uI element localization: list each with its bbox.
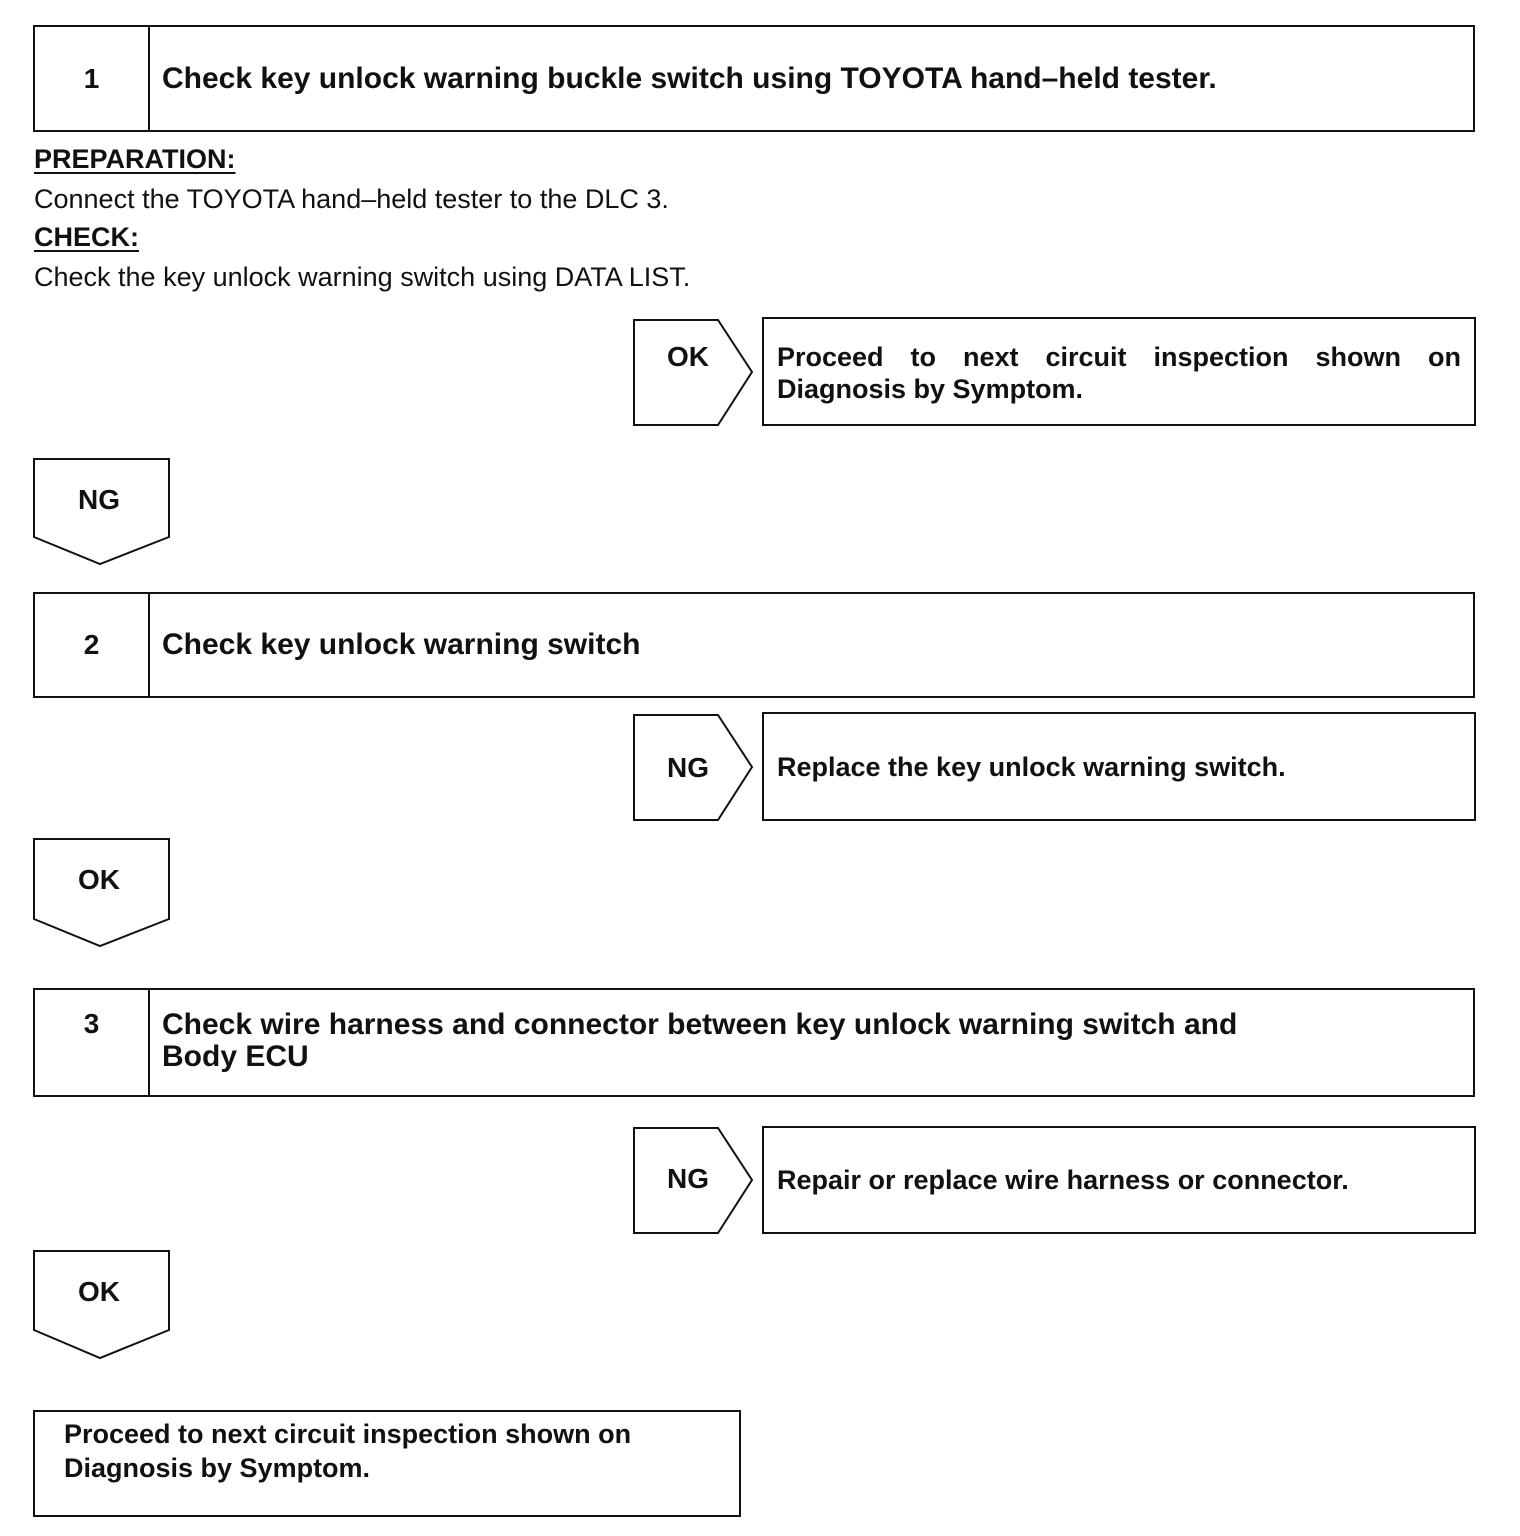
arrow-label: OK <box>78 1276 120 1307</box>
arrow-label: OK <box>78 864 120 895</box>
step-number: 2 <box>35 594 150 696</box>
step-2-box <box>33 592 1475 698</box>
check-text: Check the key unlock warning switch using DATA LIST. <box>34 262 691 292</box>
final-result-box <box>33 1410 741 1517</box>
preparation-label: PREPARATION: <box>34 144 236 174</box>
step-title: Check key unlock warning switch <box>162 628 641 661</box>
step-number: 3 <box>35 990 150 1095</box>
check-label: CHECK: <box>34 222 139 252</box>
step-title <box>150 990 1473 1095</box>
step-title-line: Body ECU <box>162 1040 309 1073</box>
down-arrow-ok <box>32 1249 172 1361</box>
step-number: 1 <box>35 27 150 130</box>
result-box-ng: Repair or replace wire harness or connector. <box>762 1126 1476 1234</box>
preparation-text: Connect the TOYOTA hand–held tester to the DLC 3. <box>34 184 669 214</box>
right-arrow-ok <box>632 318 756 428</box>
arrow-label: NG <box>667 1163 709 1194</box>
step-1-box <box>33 25 1475 132</box>
step-title-line: Check wire harness and connector between key unlock warning switch and <box>162 1008 1238 1041</box>
final-result-line: Diagnosis by Symptom. <box>64 1453 371 1483</box>
right-arrow-ng <box>632 713 756 823</box>
arrow-label: NG <box>667 752 709 783</box>
result-box-ok: Proceed to next circuit inspection shown on Diagnosis by Symptom. <box>762 317 1476 426</box>
arrow-label: NG <box>78 484 120 515</box>
down-arrow-ng <box>32 457 172 567</box>
arrow-label: OK <box>667 341 709 372</box>
step-3-box <box>33 988 1475 1097</box>
final-result-line: Proceed to next circuit inspection shown on <box>64 1419 632 1449</box>
result-box-ng: Replace the key unlock warning switch. <box>762 712 1476 821</box>
right-arrow-ng <box>632 1126 756 1236</box>
down-arrow-ok <box>32 837 172 949</box>
step-title: Check key unlock warning buckle switch using TOYOTA hand–held tester. <box>162 61 1217 95</box>
